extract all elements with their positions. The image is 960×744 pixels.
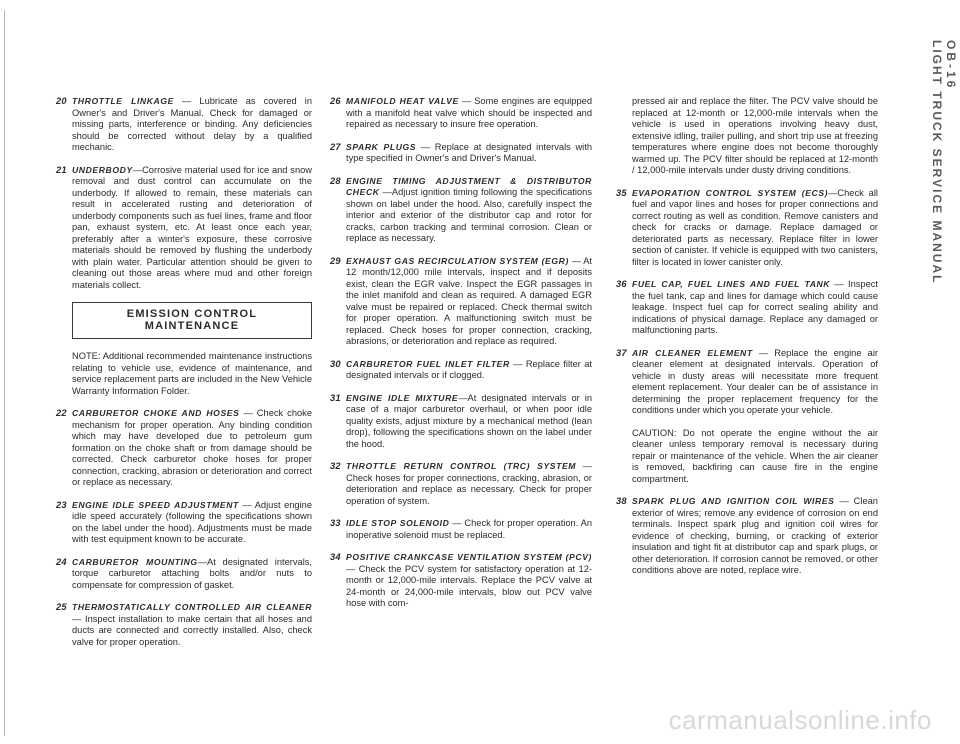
item-text: — Check for proper operation. An inoperative solenoid must be replaced. [346, 518, 592, 540]
item-heading: THROTTLE LINKAGE [72, 96, 174, 106]
item-number: 25 [56, 602, 67, 612]
items-group-4 [616, 188, 878, 417]
item-body [346, 552, 592, 610]
page-number: OB-16 [944, 40, 958, 91]
maintenance-item [330, 96, 592, 131]
continued-paragraph: pressed air and replace the filter. The PCV valve should be replaced at 12-month or 12,000-mile intervals when the vehicle is used in operations involving heavy dust, extensive idling, trailer pulling, and short trip use at freezing temperatures where engine does not become thoroughly warmed up. The PCV filter should be replaced at 12-month / 12,000-mile intervals under dusty driving conditions. [632, 96, 878, 175]
item-body [346, 359, 592, 382]
maintenance-item [56, 96, 312, 154]
section-title-box: EMISSION CONTROL MAINTENANCE [72, 302, 312, 339]
item-text: — Replace filter at designated intervals or if clogged. [346, 358, 592, 380]
item-heading: CARBURETOR CHOKE AND HOSES [72, 408, 240, 418]
item-number: 28 [330, 175, 341, 186]
item-body [346, 176, 592, 245]
item-body [346, 142, 592, 165]
column-middle [330, 96, 592, 621]
item-text: — Check the PCV system for satisfactory operation at 12-month or 12,000-mile intervals. Replace the PCV valve at 24-month or 24,000-mile intervals, blow out PCV valve hose with com- [346, 563, 592, 608]
item-heading: UNDERBODY [72, 164, 133, 175]
item-number: 30 [330, 358, 341, 369]
item-text: — At 12 month/12,000 mile intervals, inspect and if deposits exist, clean the EGR valve. Inspect the EGR passages in the inlet manifold and clean as required. A damaged EGR valve must be repaired or replaced. Check thermal switch for proper operation. A malfunctioning switch must be replaced. Check hoses for proper connection, cracking, abrasions, or deterioration and replace as required. [346, 255, 593, 346]
item-heading: ENGINE IDLE SPEED ADJUSTMENT [72, 499, 239, 510]
maintenance-item [616, 348, 878, 417]
maintenance-item [330, 176, 592, 245]
item-body [72, 557, 312, 592]
item-text: —Corrosive material used for ice and snow removal and dust control can accumulate on the underbody. If allowed to remain, these materials can result in accelerated rusting and deterioration of underbody components such as fuel lines, frame and floor pan, exhaust system, etc. At least once each year, preferably after a winter's exposure, these corrosive materials should be removed by flushing the underbody with plain water. Particular attention should be given to cleaning out those areas where mud and other foreign materials collect. [72, 164, 312, 290]
item-body [346, 393, 592, 451]
item-number: 32 [330, 461, 341, 471]
item-text: — Adjust engine idle speed accurately (following the specifications shown on the label under the hood). Adjustments must be made with test equipment known to be accurate. [72, 499, 313, 544]
item-heading: POSITIVE CRANKCASE VENTILATION SYSTEM (PCV) [346, 552, 592, 562]
side-header [928, 40, 958, 680]
item-text: — Lubricate as covered in Owner's and Driver's Manual. Check for damaged or missing parts, interference or binding. Any deficiencies should be corrected without delay by a qualified mechanic. [72, 96, 312, 152]
item-heading: SPARK PLUGS [346, 141, 417, 152]
item-text: — Some engines are equipped with a manifold heat valve which should be inspected and repaired as necessary to insure free operation. [346, 96, 592, 129]
item-heading: AIR CLEANER ELEMENT [632, 347, 753, 358]
maintenance-item [56, 602, 312, 648]
column-left [56, 96, 312, 659]
maintenance-item [330, 552, 592, 610]
item-heading: ENGINE TIMING ADJUSTMENT & DISTRIBUTOR CHECK [346, 175, 592, 197]
item-heading: EVAPORATION CONTROL SYSTEM (ECS) [632, 187, 829, 198]
maintenance-item [330, 393, 592, 451]
maintenance-item [616, 188, 878, 269]
item-body [346, 518, 592, 541]
maintenance-item [330, 256, 592, 348]
item-number: 36 [616, 279, 627, 289]
maintenance-item [56, 165, 312, 292]
item-body [346, 96, 592, 131]
item-number: 34 [330, 552, 341, 562]
item-heading: IDLE STOP SOLENOID [346, 518, 450, 528]
item-heading: SPARK PLUG AND IGNITION COIL WIRES [632, 496, 835, 506]
item-text: — Clean exterior of wires; remove any evidence of corrosion on end terminals. Inspect spark plug and ignition coil wires for evidence of checking, burning, or cracking of exterior insulation and tight fit at distributor cap and spark plugs, or other deterioration. If corrosion cannot be removed, or other conditions above are noted, replace wire. [632, 496, 878, 575]
watermark-text: carmanualsonline.info [668, 705, 932, 735]
item-text: —At designated intervals or in case of a major carburetor overhaul, or when poor idle quality exists, adjust mixture by a mechanical method (lean drop), following the specifications shown on the label under the hood. [346, 392, 593, 449]
item-number: 29 [330, 255, 341, 266]
item-text: — Check choke mechanism for proper operation. Any binding condition which may have developed due to petroleum gum formation on the choke shaft or from damage should be corrected. Check carburetor choke hoses for proper connection, cracking, abrasion or deterioration and correct or replace as necessary. [72, 408, 312, 487]
item-text: —Adjust ignition timing following the specifications shown on label under the hood. Also, carefully inspect the interior and exterior of the distributor cap and rotor for cracks, carbon tracking and terminal corrosion. Clean or replace as necessary. [346, 187, 592, 243]
item-body [72, 96, 312, 154]
item-text: — Replace at designated intervals with type specified in Owner's and Driver's Manual. [346, 141, 592, 163]
item-heading: FUEL CAP, FUEL LINES AND FUEL TANK [632, 279, 831, 289]
maintenance-item [616, 496, 878, 577]
item-text: — Inspect the fuel tank, cap and lines for damage which could cause leakage. Inspect fuel cap for correct sealing ability and indications of physical damage. Replace any damaged or malfunctioning parts. [632, 279, 878, 335]
item-number: 37 [616, 347, 627, 358]
maintenance-item [56, 408, 312, 489]
item-body [72, 408, 312, 489]
item-number: 26 [330, 96, 341, 106]
item-number: 21 [56, 164, 67, 175]
column-right [616, 96, 878, 588]
item-heading: MANIFOLD HEAT VALVE [346, 96, 459, 106]
binder-edge-line [4, 10, 5, 736]
maintenance-item [330, 142, 592, 165]
maintenance-item [330, 359, 592, 382]
item-body [632, 188, 878, 269]
item-number: 31 [330, 392, 341, 403]
item-heading: ENGINE IDLE MIXTURE [346, 392, 459, 403]
item-body [72, 165, 312, 292]
item-number: 35 [616, 187, 627, 198]
item-number: 24 [56, 556, 67, 567]
item-number: 27 [330, 141, 341, 152]
items-group-1 [56, 96, 312, 291]
item-text: —At designated intervals, torque carburetor attaching bolts and/or nuts to compensate for compression of gasket. [72, 556, 312, 590]
items-group-5 [616, 496, 878, 577]
item-body [346, 256, 592, 348]
maintenance-item [330, 461, 592, 507]
item-body [632, 348, 878, 417]
note-paragraph: NOTE: Additional recommended maintenance instructions relating to vehicle use, evidence of maintenance, and service replacement parts are included in the New Vehicle Warranty Information Folder. [72, 351, 312, 396]
manual-title: LIGHT TRUCK SERVICE MANUAL [930, 40, 944, 285]
item-number: 22 [56, 408, 67, 418]
item-body [72, 602, 312, 648]
item-number: 20 [56, 96, 67, 106]
item-heading: EXHAUST GAS RECIRCULATION SYSTEM (EGR) [346, 255, 569, 266]
items-group-3 [330, 96, 592, 610]
item-text: — Check hoses for proper connections, cracking, abrasion, or deterioration and replace as necessary. Check for proper operation of system. [346, 461, 592, 506]
item-heading: CARBURETOR FUEL INLET FILTER [346, 358, 510, 369]
item-heading: THERMOSTATICALLY CONTROLLED AIR CLEANER [72, 602, 312, 612]
maintenance-item [616, 279, 878, 337]
item-body [632, 279, 878, 337]
maintenance-item [330, 518, 592, 541]
item-body [72, 500, 312, 546]
item-text: —Check all fuel and vapor lines and hoses for proper connections and correct routing as well as condition. Remove canisters and check for cracks or damage. Replace damaged or deteriorated parts as necessary. Replace filter in lower section of canister. If vehicle is equipped with two canisters, filter is located in lower canister only. [632, 187, 878, 267]
item-body [346, 461, 592, 507]
items-group-2 [56, 408, 312, 648]
maintenance-item [56, 557, 312, 592]
maintenance-item [56, 500, 312, 546]
item-text: — Inspect installation to make certain that all hoses and ducts are connected and correctly installed. Also, check valve for proper operation. [72, 613, 312, 647]
item-number: 38 [616, 496, 627, 506]
item-number: 23 [56, 499, 67, 510]
item-heading: THROTTLE RETURN CONTROL (TRC) SYSTEM [346, 461, 577, 471]
item-number: 33 [330, 518, 341, 528]
item-body [632, 496, 878, 577]
item-text: — Replace the engine air cleaner element at designated intervals. Operation of vehicle in dusty areas will necessitate more frequent element replacement. Your dealer can be of assistance in determining the proper replacement frequency for the conditions under which you operate your vehicle. [632, 347, 878, 415]
item-heading: CARBURETOR MOUNTING [72, 556, 198, 567]
caution-paragraph: CAUTION: Do not operate the engine without the air cleaner unless temporary removal is necessary during repair or maintenance of the vehicle. When the air cleaner is removed, backfiring can cause fire in the engine compartment. [632, 427, 878, 484]
